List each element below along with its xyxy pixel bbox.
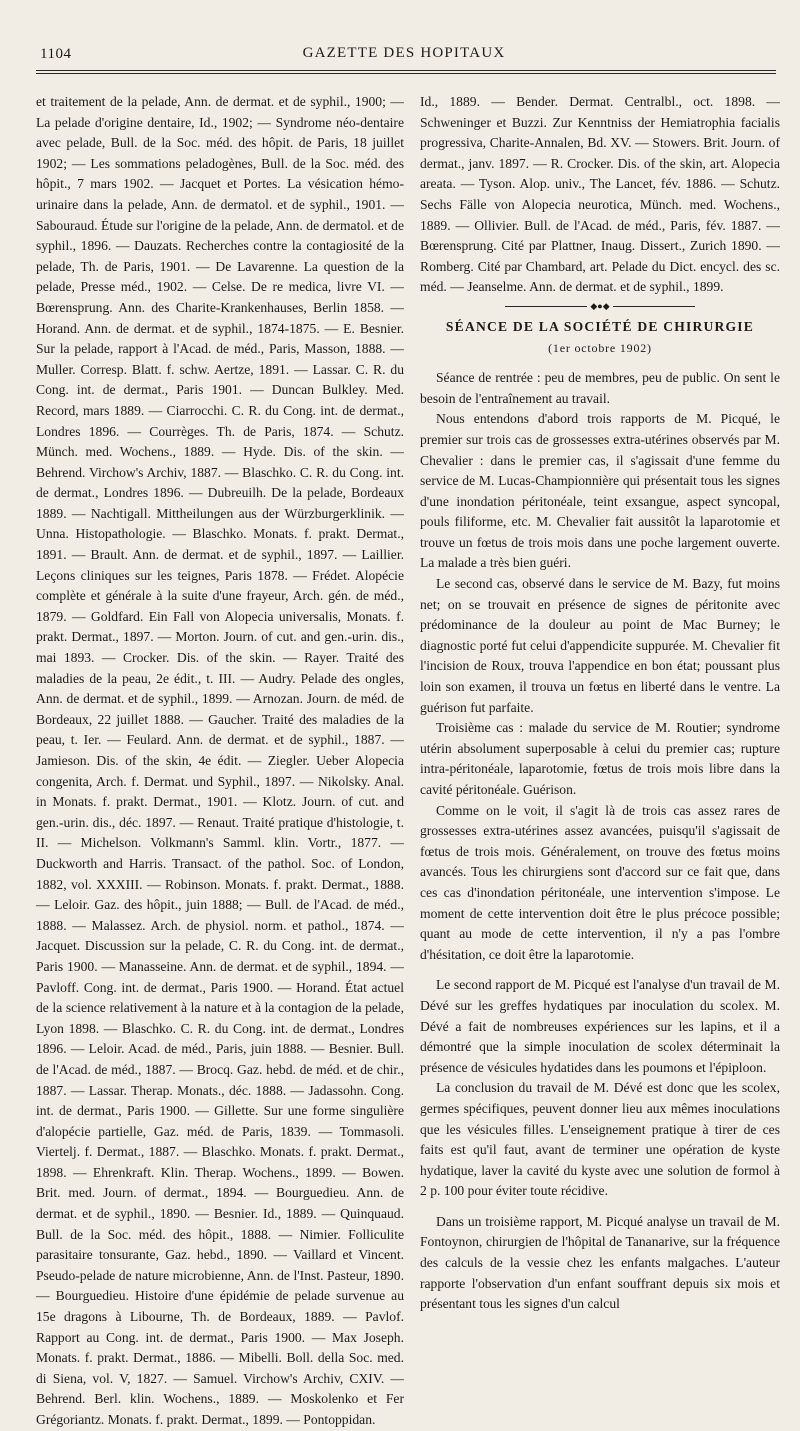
references-text: et traitement de la pelade, Ann. de dermat. et de syphil., 1900; — La pelade d'origine dentaire, Id., 1902; — Syndrome néo-dentaire avec pelade, Bull. de la Soc. méd. des hôpit. de Paris, 18 juillet 1902; — Les sommations peladogènes, Bull. de la Soc. méd. des hôpit., 7 mars 1902. — Jacquet et Portes. La vésication hémo-urinaire dans la pelade, Ann. de dermatol. et de syphil., 1901. — Sabouraud. Étude sur l'origine de la pelade, Ann. de dermatol. et de syphil., 1896. — Dauzats. Recherches contre la contagiosité de la pelade, Th. de Paris, 1901. — De Lavarenne. La question de la pelade, Presse méd., 1902. — Celse. De re medica, livre VI. — Bœrensprung. Ann. des Charite-Krankenhauses, Berlin 1858. — Horand. Ann. de dermat. et de syphil., 1874-1875. — E. Besnier. Sur la pelade, rapport à l'Acad. de méd., Paris, Masson, 1888. — Muller. Corresp. Blatt. f. schw. Aertze, 1891. — Lassar. C. R. du Cong. int. de dermat., Paris 1901. — Duncan Bulkley. Med. Record, mars 1889. — Ciarrocchi. C. R. du Cong. int. de dermat., Londres 1896. — Courrèges. Th. de Paris, 1874. — Schutz. Münch. med. Wochens., 1889. — Hyde. Dis. of the skin. — Behrend. Virchow's Archiv, 1887. — Blaschko. C. R. du Cong. int. de dermat., Londres 1896. — Dubreuilh. De la pelade, Bordeaux 1889. — Nachtigall. Mittheilungen aus der Würzburgerklinik. — Unna. Histopathologie. — Blaschko. Monats. f. prakt. Dermat., 1891. — Brault. Ann. de dermat. et de syphil., 1897. — Laillier. Leçons cliniques sur les teignes, Paris 1878. — Frédet. Alopécie complète et générale à la suite d'une frayeur, Arch. gén. de méd., 1879. — Goldfard. Ein Fall von Alopecia universalis, Monats. f. prakt. Dermat., 1897. — Morton. Journ. of cut. and gen.-urin. dis., mai 1893. — Crocker. Dis. of the skin. — Rayer. Traité des maladies de la peau, 2e édit., t. III. — Audry. Pelade des ongles, Ann. de dermat. et de syphil., 1899. — Arnozan. Journ. de méd. de Bordeaux, 22 juillet 1888. — Gaucher. Traité des maladies de la peau, t. Ier. — Feulard. Ann. de dermat. et de syphil., 1887. — Jamieson. Dis. of the skin, 4e édit. — Ziegler. Ueber Alopecia congenita, Arch. f. Dermat. und Syphil., 1897. — Nikolsky. Anal. in Monats. f. prakt. Dermat., 1901. — Klotz. Journ. of cut. and gen.-urin. dis., déc. 1897. — Renaut. Traité pratique d'histologie, t. II. — Michelson. Volkmann's Samml. klin. Vortr., 1877. — Duckworth and Harris. Transact. of the pathol. Soc. of London, 1882, vol. XXXIII. — Robinson. Monats. f. prakt. Dermat., 1888. — Leloir. Gaz. des hôpit., juin 1888; — Bull. de l'Acad. de méd., 1888. — Malassez. Arch. de physiol. norm. et pathol., 1874. — Jacquet. Discussion sur la pelade, C. R. du Cong. int. de dermat., Paris 1900. — Manasseine. Ann. de dermat. et de syphil., 1894. — Pavloff. Cong. int. de dermat., Paris 1900. — Horand. État actuel de la science relativement à la nature et à la contagion de la pelade, Lyon 1898. — Blaschko. C. R. du Cong. int. de dermat., Londres 1896. — Leloir. Acad. de méd., Paris, juin 1888. — Besnier. Bull. de l'Acad. de méd., 1887. — Brocq. Gaz. hebd. de méd. et de chir., 1887. — Lassar. Therap. Monats., déc. 1888. — Jadassohn. Cong. int. de dermat., Paris 1900. — Gillette. Sur une forme singulière d'alopécie partielle, Gaz. méd. de Paris, 1839. — Tommasoli. Viertelj. f. Dermat., 1887. — Blaschko. Monats. f. prakt. Dermat., 1898. — Ehrenkraft. Klin. Therap. Wochens., 1899. — Bowen. Brit. med. Journ. of dermat., 1894. — Bourguedieu. Ann. de dermat. et de syphil., 1890. — Besnier. Id., 1889. — Quinquaud. Bull. de la Soc. méd. des hôpit., 1888. — Nimier. Folliculite parasitaire tonsurante, Gaz. hebd., 1890. — Vaillard et Vincent. Pseudo-pelade de nature microbienne, Ann. de l'Inst. Pasteur, 1890. — Bourguedieu. Histoire d'une épidémie de pelade survenue au 15e dragons à Libourne, Th. de Bordeaux, 1889. — Pavlof. Rapport au Cong. int. de dermat., Paris 1900. — Max Joseph. Monats. f. prakt. Dermat., 1886. — Mibelli. Boll. della Soc. med. di Siena, vol. V, 1827. — Samuel. Virchow's Archiv, CXIV. — Behrend. Berl. klin. Wochens., 1889. — Moskolenko et Fer Grégoriantz. Monats. f. prakt. Dermat., 1899. — Pontoppidan.: [36, 94, 404, 1427]
section-date: (1er octobre 1902): [548, 340, 652, 355]
left-column: [36, 92, 404, 1431]
ornament-icon: ◆●◆: [587, 302, 613, 310]
section-title: SÉANCE DE LA SOCIÉTÉ DE CHIRURGIE: [445, 318, 755, 334]
paragraph: Le second cas, observé dans le service de M. Bazy, fut moins net; on se trouvait en présence de signes de péritonite avec prédominance de la douleur au point de Mac Burney; le diagnostic porté fut celui d'appendicite suppurée. M. Chevalier fit l'incision de Roux, trouva l'appendice en bon état; poussant plus loin son examen, il trouva un fœtus en liberté dans le ventre. La guérison fut parfaite.: [420, 576, 780, 715]
header-rule-thin: [36, 73, 776, 74]
paragraph: Dans un troisième rapport, M. Picqué analyse un travail de M. Fontoynon, chirurgien de l'hôpital de Tananarive, sur la fréquence des calculs de la vessie chez les enfants malgaches. L'auteur rapporte l'observation d'un enfant souffrant depuis six mois et présentant tous les signes d'un calcul: [420, 1213, 780, 1312]
page-header: [36, 42, 772, 68]
page-number: 1104: [40, 46, 72, 62]
paragraph: Le second rapport de M. Picqué est l'analyse d'un travail de M. Dévé sur les greffes hydatiques par inoculation du scolex. M. Dévé a fait de nombreuses expériences sur les lapins, et il a démontré que la simple inoculation de scolex déterminait la présence de vésicules hydatides dans les poumons et l'épiploon.: [420, 977, 780, 1075]
section-separator: [505, 300, 695, 311]
paragraph: Troisième cas : malade du service de M. Routier; syndrome utérin absolument superposable à celui du premier cas; rupture intra-péritonéale, laparotomie, fœtus de trois mois libre dans la cavité péritonéale. Guérison.: [420, 720, 780, 797]
right-column: [420, 92, 780, 1315]
references-continued: Id., 1889. — Bender. Dermat. Centralbl., oct. 1898. — Schweninger et Buzzi. Zur Kenntniss der Hemiatrophia facialis progressiva, Charite-Annalen, Bd. XV. — Stowers. Brit. Journ. of dermat., janv. 1897. — R. Crocker. Dis. of the skin, art. Alopecia areata. — Tyson. Alop. univ., The Lancet, fév. 1886. — Schutz. Sechs Fälle von Alopecia neurotica, Münch. med. Wochens., 1889. — Ollivier. Bull. de l'Acad. de méd., Paris, fév. 1887. — Bœrensprung. Cité par Plattner, Inaug. Dissert., Zurich 1890. — Romberg. Cité par Chambard, art. Pelade du Dict. encycl. des sc. méd. — Jeanselme. Ann. de dermat. et de syphil., 1899.: [420, 94, 780, 295]
paragraph: Comme on le voit, il s'agit là de trois cas assez rares de grossesses extra-utérines assez avancées, puisqu'il s'agissait de fœtus de trois mois. Généralement, on trouve des fœtus moins avancés. Tous les chirurgiens sont d'accord sur ce fait que, dans ces cas d'inondation péritonéale, une intervention s'impose. Le moment de cette intervention doit être le plus précoce possible; quant au mode de cette intervention, il n'y a pas l'ombre d'hésitation, ce doit être la laparotomie.: [420, 802, 780, 962]
header-rule: [36, 70, 776, 71]
running-title: GAZETTE DES HOPITAUX: [302, 45, 506, 61]
paragraph: La conclusion du travail de M. Dévé est donc que les scolex, germes spécifiques, peuvent donner lieu aux mêmes inoculations que les vésicules filles. L'enseignement pratique à tirer de ces faits est qu'il faut, avant de terminer une opération de kyste hydatique, laver la cavité du kyste avec une solution de formol à 2 p. 100 pour éviter toute récidive.: [420, 1080, 780, 1199]
paragraph: Nous entendons d'abord trois rapports de M. Picqué, le premier sur trois cas de grossesses extra-utérines observés par M. Chevalier : dans le premier cas, il s'agissait d'une femme du service de M. Lucas-Championnière qui présentait tous les signes d'une inondation péritonéale, teint exsangue, aspect syncopal, pouls filiforme, etc. M. Chevalier fait aussitôt la laparotomie et trouve un fœtus de trois mois dans une poche largement ouverte. La malade a très bien guéri.: [420, 411, 780, 571]
paragraph: Séance de rentrée : peu de membres, peu de public. On sent le besoin de l'entraînement au travail.: [420, 370, 780, 406]
